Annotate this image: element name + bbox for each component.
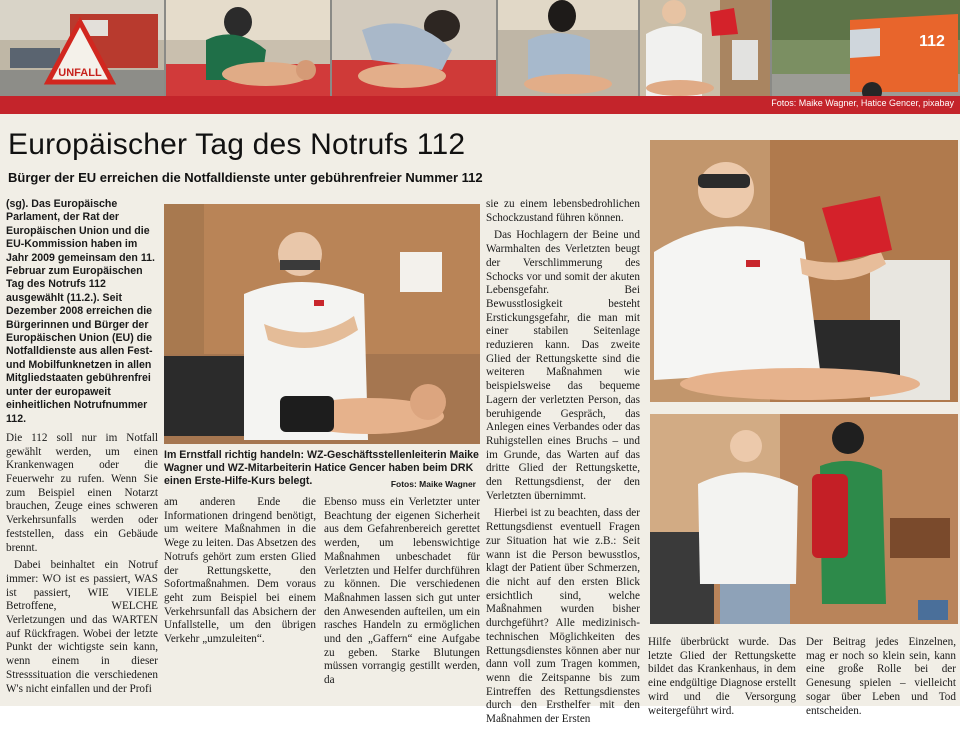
column-4: [486, 198, 640, 731]
column-5: [648, 636, 796, 722]
photo-caption: Im Ernstfall richtig handeln: WZ-Geschäftsstellenleiterin Maike Wagner und WZ-Mitarbeiterin Hatice Gencer haben beim DRK einen Erste-Hilfe-Kurs belegt.: [164, 449, 479, 488]
col1-paragraph-1: Die 112 soll nur im Notfall gewählt werden, um einen Krankenwagen oder die Feuerwehr zu rufen. Wenn Sie zum Beispiel einen Notarzt brauchen, Zeuge eines schweren Verkehrsunfalls werden oder feststellen, dass ein Gebäude brennt.: [6, 431, 158, 554]
photo-strip: [0, 0, 960, 96]
photo-cpr-3: [498, 0, 638, 96]
photo-instructor-mask: [650, 140, 958, 402]
column-3-bottom: [324, 496, 480, 692]
photo-credit-top: Fotos: Maike Wagner, Hatice Gencer, pixabay: [771, 98, 954, 108]
ambulance-number: 112: [919, 33, 945, 50]
photo-cpr-2: [332, 0, 496, 96]
column-6: [806, 636, 956, 722]
photo-ambulance: [772, 0, 960, 96]
lead-paragraph: (sg). Das Europäische Parlament, der Rat der Europäischen Union und die EU-Kommission haben im Jahr 2009 gemeinsam den 11. Februar zum Europäischen Tag des Notrufs 112 ausgewählt (11.2.). Seit Dezember 2008 erreichen die Bürgerinnen und Bürger der Europäischen Union (EU) die Notfalldienste aus allen Fest- und Mobilfunknetzen in allen Mitgliedstaaten gebührenfrei unter der europaweit einheitlichen Notrufnummer 112.: [6, 198, 155, 425]
col4-paragraph-2: Das Hochlagern der Beine und Warmhalten des Verletzten beugt der Verschlimmerung des Schocks vor und somit der akuten Lebensgefahr. Bei Bewusstlosigkeit besteht Erstickungsgefahr, die man mit einer stabilen Seitenlage reduzieren kann. Das zweite Glied der Rettungskette sind die weiteren Maßnahmen wie beispielsweise das bequeme Lagern der verletzten Person, das beruhigende Gespräch, das Anlegen eines Verbandes oder das Ruhigstellen eines Bruchs – und im Grunde, das Warten auf das dritte Glied der Rettungskette, den Rettungsdienst, der den Verletzten übernimmt.: [486, 229, 640, 502]
col5-paragraph: Hilfe überbrückt wurde. Das letzte Glied der Rettungskette bildet das Krankenhaus, in dem eine endgültige Diagnose erstellt wird und die Versorgung weitergeführt wird.: [648, 636, 796, 717]
col6-paragraph: Der Beitrag jedes Einzelnen, mag er noch so klein sein, kann eine große Rolle bei der Genesung spielen – vielleicht sogar über Leben und Tod entscheiden.: [806, 636, 956, 717]
photo-instructor-main: [164, 204, 480, 444]
column-2: [164, 496, 316, 651]
col2-paragraph: am anderen Ende die Informationen dringend benötigt, um weitere Maßnahmen in die Wege zu leiten. Das Absetzen des Notrufs gehört zum ersten Glied der Rettungskette, den Sofortmaßnahmen. Dem voraus geht zum Beispiel bei einem Verkehrsunfall das Absichern der Unfallstelle, um den übrigen Verkehr „umzuleiten“.: [164, 496, 316, 646]
photo-cpr-1: [166, 0, 330, 96]
photo-instructor-student: [650, 414, 958, 624]
unfall-sign-text: UNFALL: [58, 67, 102, 79]
col1-paragraph-2: Dabei beinhaltet ein Notruf immer: WO ist es passiert, WAS ist passiert, WIE VIELE Betroffene, WELCHE Verletzungen und das WARTEN auf Rückfragen. Wobei der letzte Punkt der wichtigste sein kann, wenn einem in dieser Stresssituation die verschiedenen W's nicht einfallen und der Profi: [6, 559, 158, 695]
col4-paragraph-1: sie zu einem lebensbedrohlichen Schockzustand führen können.: [486, 198, 640, 224]
headline: Europäischer Tag des Notrufs 112: [8, 128, 466, 161]
column-1: [6, 198, 158, 700]
photo-accident-sign: [0, 0, 164, 96]
subheadline: Bürger der EU erreichen die Notfalldienste unter gebührenfreier Nummer 112: [8, 170, 483, 185]
caption-photo-credit: Fotos: Maike Wagner: [390, 479, 476, 489]
col4-paragraph-3: Hierbei ist zu beachten, dass der Rettungsdienst eventuell Fragen zur Situation hat wie z.B.: Seit wann ist die Person bewusstlos, klagt der Patient über Schmerzen, die nicht auf den ersten Blick ersichtlich sind, welche Maßnahmen wurden bisher durchgeführt? Alle medizinisch-technischen Möglichkeiten des Rettungsdienstes können aber nur dann voll zum Tragen kommen, wenn die Zeitspanne bis zum Eintreffen des Rettungsdienstes durch den Ersthelfer mit den Maßnahmen der Ersten: [486, 507, 640, 726]
col3-bottom-paragraph: Ebenso muss ein Verletzter unter Beachtung der eigenen Sicherheit aus dem Gefahrenbereich gerettet werden, um lebenswichtige Maßnahmen unbeschadet für Verletzten und Helfer durchführen zu können. Die verschiedenen Maßnahmen lassen sich gut unter den Anwesenden aufteilen, um ein rasches Handeln zu ermöglichen und den „Gaffern“ eine Aufgabe zu geben. Starke Blutungen müssen vorrangig gestillt werden, da: [324, 496, 480, 687]
photo-instructor-small: [640, 0, 770, 96]
